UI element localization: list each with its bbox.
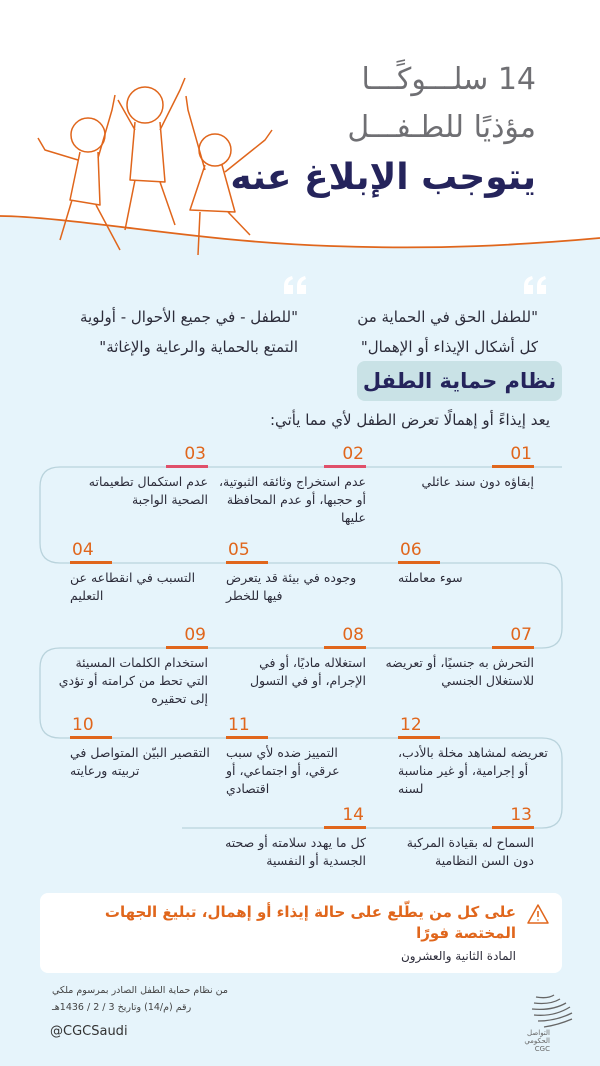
quote-1-line-2: كل أشكال الإيذاء أو الإهمال" [360,338,538,356]
list-item [216,444,366,527]
item-number: 02 [324,444,366,468]
alert-subtitle: المادة الثانية والعشرون [400,949,516,963]
item-text: وجوده في بيئة قد يتعرض فيها للخطر [226,570,357,603]
item-text: التمييز ضده لأي سبب عرقي، أو اجتماعي، أو اقتصادي [226,745,340,796]
item-text: عدم استخراج وثائقه الثبوتية، أو حجبها، أو عدم المحافظة عليها [218,474,366,525]
item-text: السماح له بقيادة المركبة دون السن النظامية [406,835,534,868]
item-text: كل ما يهدد سلامته أو صحته الجسدية أو النفسية [225,835,366,868]
item-text: التسبب في انقطاعه عن التعليم [70,570,196,603]
title-line-2: مؤذيًا للطـفـــل [347,110,536,145]
list-item [58,444,208,509]
alert-title: على كل من يطّلع على حالة إيذاء أو إهمال، تبليغ الجهات المختصة فورًا [104,903,516,942]
section-intro: يعد إيذاءً أو إهمالًا تعرض الطفل لأي مما يأتي: [269,411,550,429]
item-text: التقصير البيّن المتواصل في تربيته ورعايته [70,745,210,778]
list-item [226,540,376,605]
list-item [384,444,534,491]
list-item [398,715,548,798]
cgc-logo [520,1005,550,1053]
list-item [384,625,534,690]
list-item [398,540,548,587]
logo-mark-icon [528,993,578,1031]
list-item [216,805,366,870]
source-line-1: من نظام حماية الطفل الصادر بمرسوم ملكي [52,985,228,996]
item-number: 14 [324,805,366,829]
source-line-2: رقم (م/14) وتاريخ 3 / 2 / 1436هـ [52,1002,192,1013]
list-item [216,625,366,690]
logo-text-3: CGC [534,1045,550,1053]
warning-icon [526,903,550,925]
logo-text-1: التواصل [527,1029,550,1037]
item-text: استخدام الكلمات المسيئة التي تحط من كرامته أو تؤدي إلى تحقيره [58,655,208,706]
item-text: إبقاؤه دون سند عائلي [421,474,534,489]
logo-text-2: الحكومي [524,1037,550,1045]
list-item [58,625,208,708]
item-number: 12 [398,715,440,739]
section-title: نظام حماية الطفل [357,361,562,401]
social-handle[interactable]: @CGCSaudi [50,1024,128,1039]
item-number: 07 [492,625,534,649]
alert-box [40,893,562,973]
item-number: 03 [166,444,208,468]
quote-2-line-2: التمتع بالحماية والرعاية والإغاثة" [99,338,298,356]
item-number: 10 [70,715,112,739]
quote-2-line-1: "للطفل - في جميع الأحوال - أولوية [79,308,298,326]
item-number: 13 [492,805,534,829]
item-number: 11 [226,715,268,739]
item-number: 04 [70,540,112,564]
list-item [70,715,220,780]
item-text: سوء معاملته [398,570,463,585]
item-number: 05 [226,540,268,564]
item-text: التحرش به جنسيًا، أو تعريضه للاستغلال الجنسي [385,655,534,688]
title-line-1: 14 سلـــوكًـــا [361,62,536,97]
quote-1-line-1: "للطفل الحق في الحماية من [357,308,538,326]
list-item [70,540,220,605]
list-item [226,715,376,798]
list-item [384,805,534,870]
item-number: 01 [492,444,534,468]
item-text: عدم استكمال تطعيماته الصحية الواجبة [88,474,208,507]
item-number: 08 [324,625,366,649]
item-number: 09 [166,625,208,649]
title-line-3: يتوجب الإبلاغ عنه [230,157,536,198]
item-text: تعريضه لمشاهد مخلة بالأدب، أو إجرامية، أو غير مناسبة لسنه [398,745,548,796]
item-number: 06 [398,540,440,564]
item-text: استغلاله ماديًا، أو في الإجرام، أو في التسول [249,655,366,688]
